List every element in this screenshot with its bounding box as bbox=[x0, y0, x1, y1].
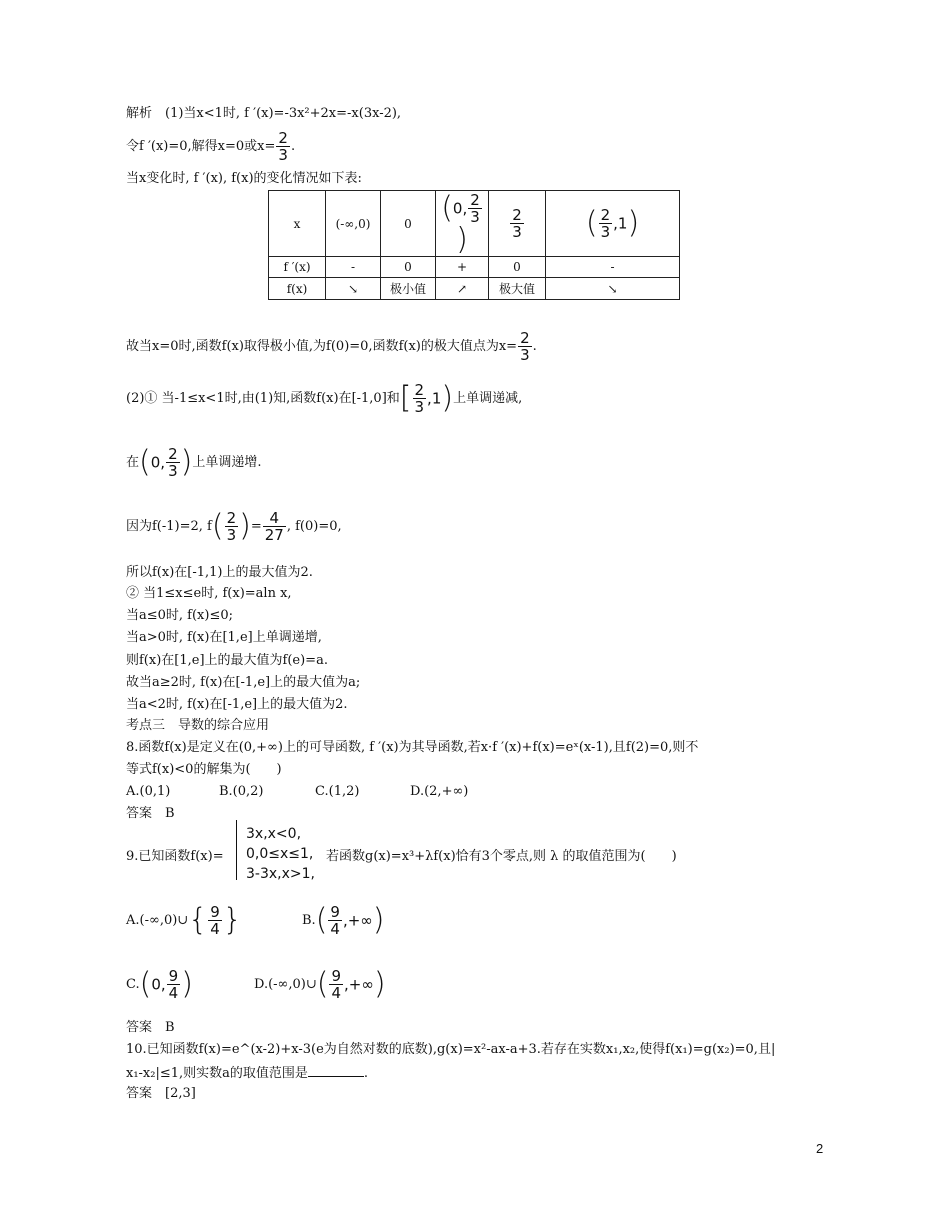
option-c: C.(1,2) bbox=[315, 784, 360, 799]
text: 上单调递减, bbox=[453, 391, 523, 406]
section-heading: 考点三 导数的综合应用 bbox=[126, 718, 270, 733]
question-9-text: 若函数g(x)=x³+λf(x)恰有3个零点,则 λ 的取值范围为( ) bbox=[326, 849, 677, 864]
text: (2)① 当-1≤x<1时,由(1)知,函数f(x)在[-1,0]和 bbox=[126, 391, 400, 406]
text: 故当x=0时,函数f(x)取得极小值,为f(0)=0,函数f(x)的极大值点为x= bbox=[126, 339, 518, 354]
option-a: A.(0,1) bbox=[126, 784, 171, 799]
piecewise-case-2: 0,0≤x≤1, bbox=[246, 846, 314, 862]
answer-9: 答案 B bbox=[126, 1020, 175, 1035]
answer-blank bbox=[308, 1064, 364, 1077]
question-10-line-2: x₁-x₂|≤1,则实数a的取值范围是 . bbox=[126, 1066, 369, 1081]
solution-line-9: ② 当1≤x≤e时, f(x)=aln x, bbox=[126, 586, 292, 601]
piecewise-brace bbox=[236, 820, 243, 880]
solution-line-4 bbox=[126, 330, 537, 363]
solution-line-12: 则f(x)在[1,e]上的最大值为f(e)=a. bbox=[126, 653, 328, 668]
solution-line-10: 当a≤0时, f(x)≤0; bbox=[126, 608, 234, 623]
question-9-stem: 9.已知函数f(x)= bbox=[126, 849, 224, 864]
table-cell: 极大值 bbox=[489, 278, 546, 300]
table-cell: 0 bbox=[381, 257, 436, 278]
table-cell: ↘ bbox=[326, 278, 381, 300]
text: 上单调递增. bbox=[192, 455, 262, 470]
question-8-line-1: 8.函数f(x)是定义在(0,+∞)上的可导函数, f ′(x)为其导函数,若x·f ′(x)+f(x)=eˣ(x-1),且f(2)=0,则不 bbox=[126, 740, 699, 755]
table-cell: - bbox=[546, 257, 680, 278]
text: , f(0)=0, bbox=[286, 519, 342, 534]
piecewise-case-3: 3-3x,x>1, bbox=[246, 866, 315, 882]
text: . bbox=[532, 339, 537, 354]
text: 令f ′(x)=0,解得x=0或x= bbox=[126, 139, 276, 154]
question-8-line-2: 等式f(x)<0的解集为( ) bbox=[126, 762, 282, 777]
solution-line-2 bbox=[126, 130, 295, 163]
text: 在 bbox=[126, 455, 140, 470]
table-cell: ↗ bbox=[436, 278, 489, 300]
fraction-4-27: $\frac{4}{27}$ bbox=[264, 509, 284, 544]
question-9-option-b: B.( $\frac{9}{4}$ ,+∞) bbox=[302, 902, 385, 938]
question-9-option-a: A.(-∞,0)∪{ $\frac{9}{4}$ } bbox=[126, 902, 242, 938]
solution-line-11: 当a>0时, f(x)在[1,e]上单调递增, bbox=[126, 630, 322, 645]
question-10-line-1: 10.已知函数f(x)=e^(x-2)+x-3(e为自然对数的底数),g(x)=x²-ax-a+3.若存在实数x₁,x₂,使得f(x₁)=g(x₂)=0,且| bbox=[126, 1042, 776, 1057]
table-header-interval-1: (-∞,0) bbox=[326, 191, 381, 257]
solution-line-3: 当x变化时, f ′(x), f(x)的变化情况如下表: bbox=[126, 171, 362, 186]
table-cell: 极小值 bbox=[381, 278, 436, 300]
answer-8: 答案 B bbox=[126, 806, 175, 821]
table-cell: ↘ bbox=[546, 278, 680, 300]
solution-line-5: (2)① 当-1≤x<1时,由(1)知,函数f(x)在[-1,0]和[ $\frac{2}{3}$ ,1)上单调递减, bbox=[126, 380, 523, 416]
table-row-derivative-label: f ′(x) bbox=[269, 257, 326, 278]
page-number: 2 bbox=[816, 1141, 824, 1156]
answer-10: 答案 [2,3] bbox=[126, 1086, 196, 1101]
table-header-interval-3: ( $\frac{2}{3}$ ,1) bbox=[546, 191, 680, 257]
question-9-option-c: C.(0, $\frac{9}{4}$ ) bbox=[126, 966, 193, 1002]
option-d: D.(2,+∞) bbox=[410, 784, 469, 799]
solution-line-6: 在(0, $\frac{2}{3}$ )上单调递增. bbox=[126, 444, 262, 480]
table-cell: - bbox=[326, 257, 381, 278]
piecewise-case-1: 3x,x<0, bbox=[246, 826, 302, 842]
solution-line-8: 所以f(x)在[-1,1)上的最大值为2. bbox=[126, 565, 313, 580]
text: 因为f(-1)=2, f bbox=[126, 519, 212, 534]
table-header-zero: 0 bbox=[381, 191, 436, 257]
table-row-function-label: f(x) bbox=[269, 278, 326, 300]
solution-line-7: 因为f(-1)=2, f( $\frac{2}{3}$ )= $\frac{4}{27}$ , f(0)=0, bbox=[126, 508, 342, 544]
table-cell: 0 bbox=[489, 257, 546, 278]
variation-table bbox=[268, 190, 680, 300]
solution-line-13: 故当a≥2时, f(x)在[-1,e]上的最大值为a; bbox=[126, 675, 361, 690]
table-header-two-thirds: $\frac{2}{3}$ bbox=[489, 191, 546, 257]
option-b: B.(0,2) bbox=[219, 784, 264, 799]
fraction-2-3: $\frac{2}{3}$ bbox=[520, 329, 530, 364]
solution-line-14: 当a<2时, f(x)在[-1,e]上的最大值为2. bbox=[126, 697, 348, 712]
text: . bbox=[290, 139, 296, 154]
table-header-interval-2: (0, $\frac{2}{3}$ ) bbox=[436, 191, 489, 257]
table-header-x: x bbox=[269, 191, 326, 257]
question-9-option-d: D.(-∞,0)∪( $\frac{9}{4}$ ,+∞) bbox=[254, 966, 386, 1002]
fraction-2-3: $\frac{2}{3}$ bbox=[278, 129, 288, 164]
table-cell: + bbox=[436, 257, 489, 278]
solution-line-1: 解析 (1)当x<1时, f ′(x)=-3x²+2x=-x(3x-2), bbox=[126, 106, 402, 121]
